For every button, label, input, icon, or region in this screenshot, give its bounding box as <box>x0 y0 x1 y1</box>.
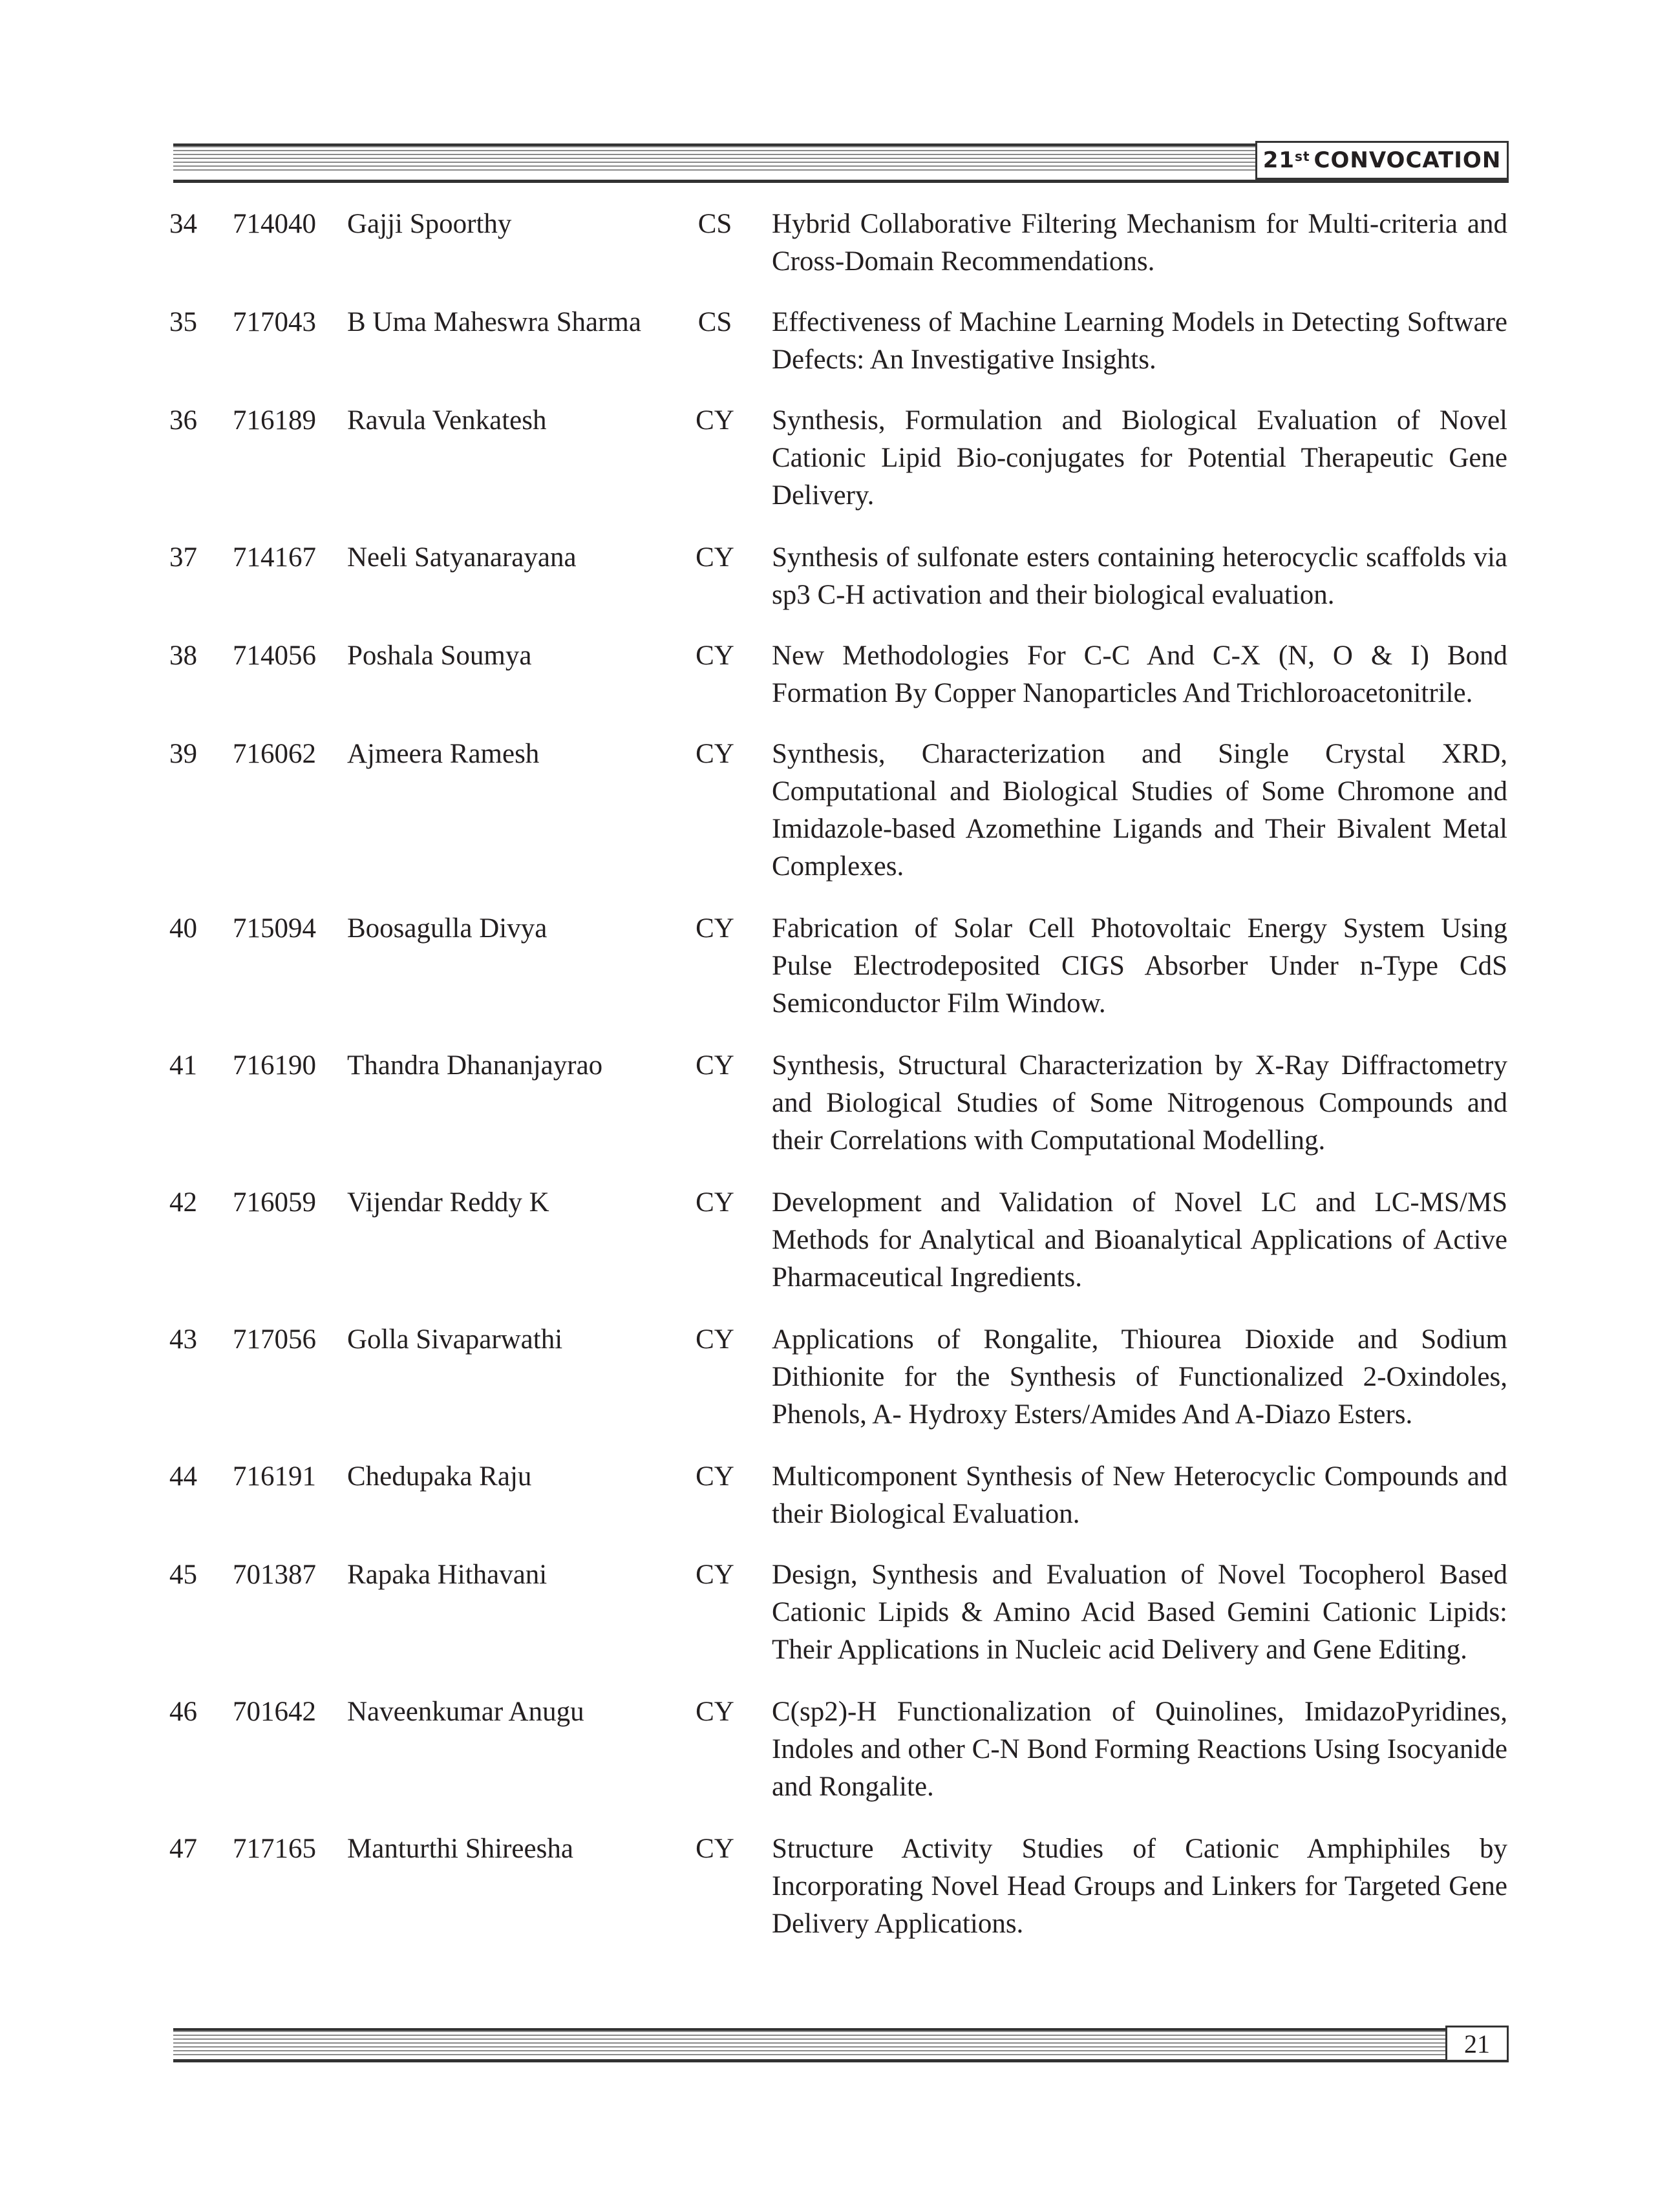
entry-number: 36 <box>169 405 197 436</box>
entry-number: 34 <box>169 209 197 239</box>
scholar-name: Neeli Satyanarayana <box>347 542 577 573</box>
department-code: CY <box>696 1187 734 1218</box>
scholar-name: B Uma Maheswra Sharma <box>347 307 641 337</box>
roll-number: 701642 <box>233 1697 316 1727</box>
roll-number: 716189 <box>233 405 316 436</box>
thesis-title: Multicomponent Synthesis of New Heterocyclic Compounds and their Biological Evaluation. <box>772 1461 1507 1529</box>
scholar-name: Vijendar Reddy K <box>347 1187 549 1218</box>
scholar-name: Thandra Dhananjayrao <box>347 1050 603 1081</box>
entry-number: 41 <box>169 1050 197 1081</box>
department-code: CY <box>696 1050 734 1081</box>
scholar-name: Naveenkumar Anugu <box>347 1697 584 1727</box>
entry-number: 43 <box>169 1324 197 1355</box>
thesis-title: Development and Validation of Novel LC and LC-MS/MS Methods for Analytical and Bioanalytical Applications of Active Pharmaceutical Ingredients. <box>772 1187 1507 1293</box>
convocation-label <box>1255 141 1509 180</box>
entry-number: 46 <box>169 1697 197 1727</box>
department-code: CY <box>696 640 734 671</box>
roll-number: 714040 <box>233 209 316 239</box>
thesis-title: Design, Synthesis and Evaluation of Novel Tocopherol Based Cationic Lipids & Amino Acid Based Gemini Cationic Lipids: Their Applications in Nucleic acid Delivery and Gene Editing. <box>772 1560 1507 1665</box>
scholar-name: Gajji Spoorthy <box>347 209 512 239</box>
department-code: CY <box>696 1461 734 1492</box>
roll-number: 714167 <box>233 542 316 573</box>
header-rule-lines <box>173 143 1256 172</box>
thesis-title: Synthesis, Characterization and Single Crystal XRD, Computational and Biological Studies of Some Chromone and Imidazole-based Azomethine Ligands and Their Bivalent Metal Complexes. <box>772 739 1507 882</box>
thesis-title: Structure Activity Studies of Cationic Amphiphiles by Incorporating Novel Head Groups and Linkers for Targeted Gene Delivery Applications. <box>772 1834 1507 1939</box>
scholar-name: Ajmeera Ramesh <box>347 739 540 769</box>
department-code: CY <box>696 405 734 436</box>
department-code: CY <box>696 1324 734 1355</box>
convocation-text: CONVOCATION <box>1313 147 1502 173</box>
scholar-name: Poshala Soumya <box>347 640 532 671</box>
footer-base-rule <box>173 2059 1509 2062</box>
department-code: CY <box>696 739 734 769</box>
scholar-name: Chedupaka Raju <box>347 1461 532 1492</box>
department-code: CS <box>697 209 732 239</box>
roll-number: 701387 <box>233 1560 316 1590</box>
thesis-title: Applications of Rongalite, Thiourea Dioxide and Sodium Dithionite for the Synthesis of Functionalized 2-Oxindoles, Phenols, A- Hydroxy Esters/Amides And A-Diazo Esters. <box>772 1324 1507 1430</box>
entry-number: 47 <box>169 1834 197 1864</box>
entry-number: 37 <box>169 542 197 573</box>
thesis-title: Effectiveness of Machine Learning Models in Detecting Software Defects: An Investigative Insights. <box>772 307 1507 375</box>
roll-number: 716190 <box>233 1050 316 1081</box>
roll-number: 716062 <box>233 739 316 769</box>
thesis-title: Synthesis, Structural Characterization by X-Ray Diffractometry and Biological Studies of Some Nitrogenous Compounds and their Correlations with Computational Modelling. <box>772 1050 1507 1156</box>
entry-number: 40 <box>169 913 197 944</box>
department-code: CY <box>696 1697 734 1727</box>
entry-number: 35 <box>169 307 197 337</box>
roll-number: 717043 <box>233 307 316 337</box>
entry-number: 44 <box>169 1461 197 1492</box>
roll-number: 716059 <box>233 1187 316 1218</box>
header-base-rule <box>173 180 1509 183</box>
scholar-name: Boosagulla Divya <box>347 913 548 944</box>
thesis-title: Synthesis of sulfonate esters containing heterocyclic scaffolds via sp3 C-H activation and their biological evaluation. <box>772 542 1507 610</box>
department-code: CS <box>697 307 732 337</box>
entry-number: 45 <box>169 1560 197 1590</box>
entry-number: 42 <box>169 1187 197 1218</box>
scholar-name: Ravula Venkatesh <box>347 405 547 436</box>
thesis-title: Fabrication of Solar Cell Photovoltaic Energy System Using Pulse Electrodeposited CIGS Absorber Under n-Type CdS Semiconductor Film Window. <box>772 913 1507 1019</box>
convocation-ordinal: 21 <box>1262 147 1295 173</box>
department-code: CY <box>696 913 734 944</box>
thesis-title: Synthesis, Formulation and Biological Evaluation of Novel Cationic Lipid Bio-conjugates for Potential Therapeutic Gene Delivery. <box>772 405 1507 511</box>
roll-number: 715094 <box>233 913 316 944</box>
entry-number: 38 <box>169 640 197 671</box>
convocation-suffix: st <box>1295 149 1310 164</box>
footer-rule-lines <box>173 2028 1445 2057</box>
scholar-name: Rapaka Hithavani <box>347 1560 548 1590</box>
scholar-name: Golla Sivaparwathi <box>347 1324 563 1355</box>
page-number: 21 <box>1445 2026 1509 2062</box>
scholar-name: Manturthi Shireesha <box>347 1834 573 1864</box>
roll-number: 716191 <box>233 1461 316 1492</box>
entry-number: 39 <box>169 739 197 769</box>
department-code: CY <box>696 1560 734 1590</box>
department-code: CY <box>696 1834 734 1864</box>
thesis-title: C(sp2)-H Functionalization of Quinolines, ImidazoPyridines, Indoles and other C-N Bond Forming Reactions Using Isocyanide and Rongalite. <box>772 1697 1507 1802</box>
roll-number: 717056 <box>233 1324 316 1355</box>
thesis-title: New Methodologies For C-C And C-X (N, O & I) Bond Formation By Copper Nanoparticles And Trichloroacetonitrile. <box>772 640 1507 708</box>
roll-number: 714056 <box>233 640 316 671</box>
roll-number: 717165 <box>233 1834 316 1864</box>
department-code: CY <box>696 542 734 573</box>
thesis-title: Hybrid Collaborative Filtering Mechanism for Multi-criteria and Cross-Domain Recommendations. <box>772 209 1507 277</box>
